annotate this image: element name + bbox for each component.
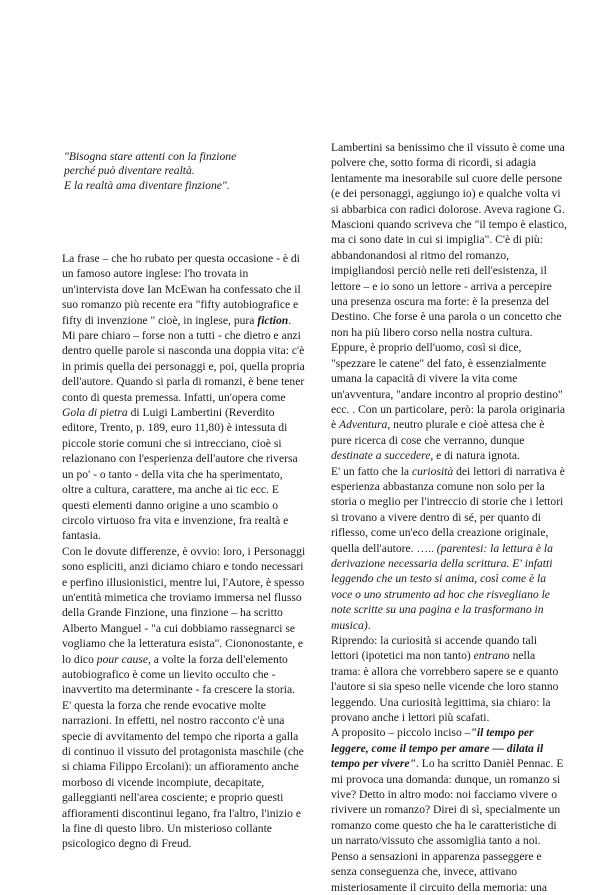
emphasis-text: Gola di pietra [62, 406, 128, 420]
emphasis-text: "il tempo per leggere, come il tempo per amare — dilata il tempo per vivere" [331, 726, 544, 771]
text-run: , neutro plurale e cioè attesa che è pure ricerca di cose che verranno, dunque [331, 418, 545, 447]
right-column [331, 140, 567, 895]
text-run: , e di natura ignota. [430, 449, 520, 463]
emphasis-text: (parentesi: la lettura è la derivazione necessaria della scrittura. E' infatti leggendo che un testo si anima, così come è la voce o uno strumento ad hoc che risvegliano le note scritte su una pagina e la trasformano in musica) [331, 541, 553, 632]
text-run: A proposito – piccolo inciso – [331, 726, 471, 740]
text-run: . [367, 618, 371, 632]
emphasis-text: fiction [257, 313, 289, 327]
paragraph [62, 544, 306, 852]
epigraph-line: E la realtà ama diventare finzione". [64, 178, 230, 192]
paragraph [331, 464, 567, 633]
paragraph [331, 633, 567, 725]
paragraph [331, 140, 567, 464]
text-run: dei lettori di narrativa è esperienza abbastanza comune non solo per la storia o meglio per l'intreccio di storie che i lettori si trovano a vivere dentro di sé, per quanto di riflesso, come un'eco della creazione originale, quella dell'autore. ….. [331, 464, 565, 555]
left-column [62, 251, 306, 852]
text-run: nella trama: è allora che vorrebbero sapere se e quanto l'autore si sia speso nelle vicende che loro stanno leggendo. Una curiosità legittima, sia chiaro: la provano anche i lettori più scafati. [331, 649, 559, 725]
text-run: E' un fatto che la [331, 464, 412, 478]
emphasis-text: Adventura [339, 418, 388, 432]
text-run: di Luigi Lambertini (Reverdito editore, Trento, p. 189, euro 11,80) è intessuta di piccole storie comuni che si intrecciano, cioè si relazionano con l'esperienza dell'autore che riversa un po' - o tanto - della vita che ha sperimentato, oltre a cultura, carattere, ma anche ai tic ecc. E questi elementi danno origine a uno scambio o circolo virtuoso fra vita e invenzione, fra realtà e fantasia. [62, 406, 298, 543]
paragraph [62, 251, 306, 544]
emphasis-text: curiosità [411, 464, 454, 478]
text-run: . Mi pare chiaro – forse non a tutti - che dietro e anzi dentro quelle parole si nasconda una doppia vita: c'è in primis quella dei personaggi e, poi, quella propria dell'autore. Quando si parla di romanzi, è bene tener conto di questa premessa. Infatti, un'opera come [62, 313, 305, 404]
text-run: . Lo ha scritto Danièl Pennac. E mi provoca una domanda: dunque, un romanzo si vive? Detto in altro modo: noi facciamo vivere o rivivere un romanzo? Direi di sì, specialmente un romanzo come questo che ha le caratteristiche di un narrato/vissuto che assomiglia tanto a noi. Penso a sensazioni in apparenza passeggere e senza conseguenza che, invece, attivano misteriosamente il circuito della memoria: una [331, 757, 564, 894]
epigraph-line: "Bisogna stare attenti con la finzione [64, 150, 237, 163]
text-run: Riprendo: la curiosità si accende quando tali lettori (ipotetici ma non tanto) [331, 634, 538, 663]
epigraph-line: perché può diventare realtà. [64, 164, 195, 178]
text-run: Lambertini sa benissimo che il vissuto è come una polvere che, sotto forma di ricordi, si adagia lentamente ma inesorabile sul cuore delle persone (e dei personaggi, aggiungo io) e qualche volta vi si abbarbica con radici dolorose. Aveva ragione G. Mascioni quando scriveva che "il tempo è elastico, ma ci sono date in cui si impiglia". C'è di più: abbandonandosi al ritmo del romanzo, impigliandosi perciò nelle reti dell'esistenza, il lettore – e io sono un lettore - arriva a percepire una presenza oscura ma forte: è la presenza del Destino. Che forse è una parola o un concetto che non ha più libero corso nella nostra cultura. Eppure, è proprio dell'uomo, così si dice, "spezzare le catene" del fato, è essenzialmente umana la capacità di vivere la vita come un'avventura, "andare incontro al proprio destino" ecc. . Con un particolare, però: la parola originaria è [331, 141, 567, 432]
epigraph-quote [64, 150, 314, 193]
paragraph [331, 725, 567, 894]
text-run: Con le dovute differenze, è ovvio: loro, i Personaggi sono espliciti, anzi diciamo chiaro e tondo necessari e perfino illusionistici, mentre lui, l'Autore, è spesso un'entità mimetica che troviamo immersa nel flusso della Grande Finzione, una finzione – ha scritto Alberto Manguel - "a cui dobbiamo rassegnarci se vogliamo che la letteratura esista". Ciononostante, e lo dico [62, 544, 306, 666]
text-run: , a volte la forza dell'elemento autobiografico è come un lievito occulto che - inavvertito ma determinante - fa crescere la storia. E' questa la forza che rende evocative molte narrazioni. In effetti, nel nostro racconto c'è una specie di avvitamento del tempo che riporta a galla di continuo il vissuto del protagonista maschile (che si chiama Filippo Ercolani): un affioramento anche morboso di vicende incompiute, decapitate, galleggianti nell'area cosciente; e proprio questi affioramenti discontinui legano, fra l'altro, l'inizio e la fine di questo libro. Un misterioso collante psicologico degno di Freud. [62, 652, 304, 851]
emphasis-text: entrano [473, 649, 510, 663]
text-run: La frase – che ho rubato per questa occasione - è di un famoso autore inglese: l'ho trovata in un'intervista dove Ian McEwan ha confessato che il suo romanzo più recente era "fifty autobiografice e fifty di invenzione " cioè, in inglese, pura [62, 252, 301, 327]
emphasis-text: destinate a succedere [331, 449, 431, 463]
emphasis-text: pour cause [96, 652, 148, 666]
